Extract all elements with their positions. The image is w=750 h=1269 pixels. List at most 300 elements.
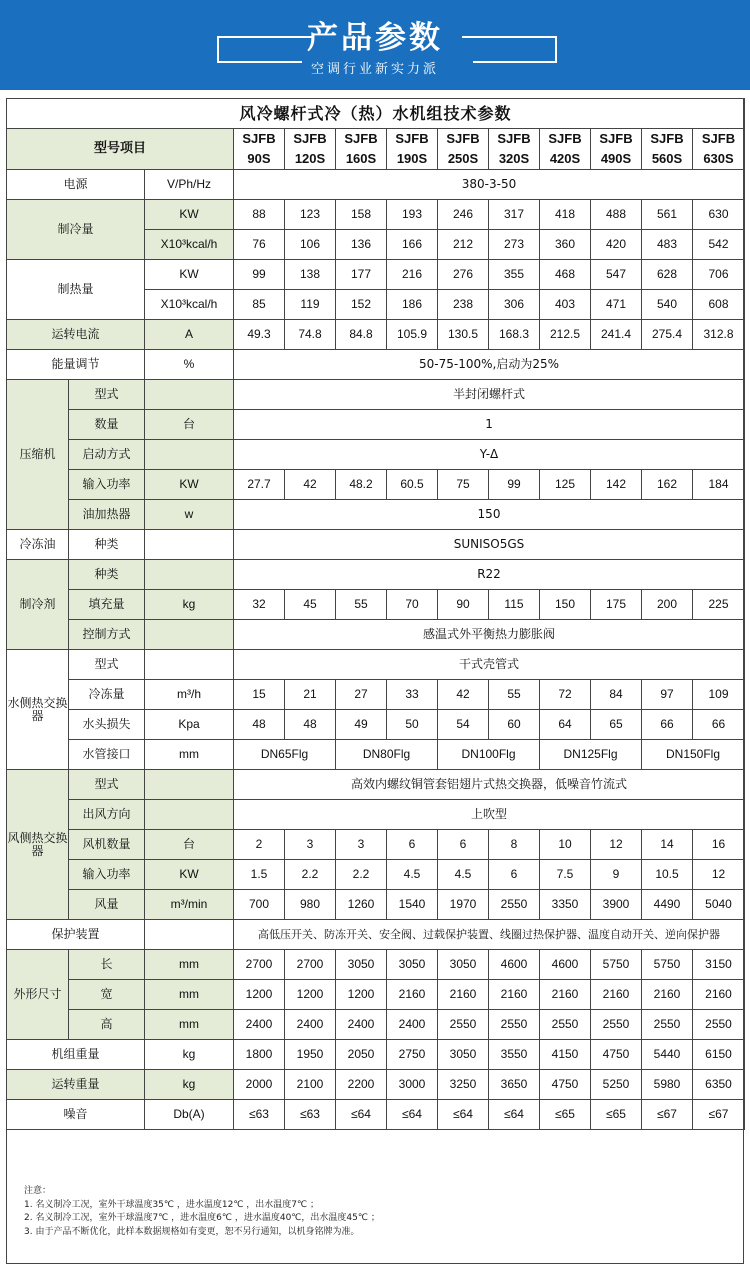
value-cell: 5040 — [693, 890, 745, 920]
model-header — [336, 129, 387, 170]
value-cell: 48 — [234, 710, 285, 740]
unit-cell: m³/h — [145, 680, 234, 710]
row-label: 数量 — [69, 410, 145, 440]
table-title: 风冷螺杆式冷（热）水机组技术参数 — [7, 99, 745, 129]
value-cell: 119 — [285, 290, 336, 320]
unit-cell: KW — [145, 470, 234, 500]
value-cell: 980 — [285, 890, 336, 920]
row-label: 运转电流 — [7, 320, 145, 350]
table-row — [7, 99, 745, 129]
model-size: 160S — [345, 151, 377, 166]
unit-cell — [145, 560, 234, 590]
value-cell: 125 — [540, 470, 591, 500]
table-row — [7, 129, 745, 170]
table-row — [7, 590, 745, 620]
unit-cell — [145, 620, 234, 650]
value-cell: 142 — [591, 470, 642, 500]
value-cell: 468 — [540, 260, 591, 290]
table-row — [7, 1040, 745, 1070]
value-cell: 273 — [489, 230, 540, 260]
model-size: 120S — [294, 151, 326, 166]
row-label: 能量调节 — [7, 350, 145, 380]
value-cell: 2550 — [591, 1010, 642, 1040]
value-cell: 高低压开关、防冻开关、安全阀、过载保护装置、线圈过热保护器、温度自动开关、逆向保护器 — [234, 920, 745, 950]
row-label: 输入功率 — [69, 860, 145, 890]
row-label: 输入功率 — [69, 470, 145, 500]
value-cell: 5750 — [642, 950, 693, 980]
value-cell: 21 — [285, 680, 336, 710]
value-cell: 312.8 — [693, 320, 745, 350]
page-title: 产品参数 — [307, 20, 443, 56]
row-label: 水管接口 — [69, 740, 145, 770]
row-label: 制冷量 — [7, 200, 145, 260]
table-row — [7, 890, 745, 920]
table-row — [7, 950, 745, 980]
table-row — [7, 1010, 745, 1040]
unit-cell: mm — [145, 740, 234, 770]
table-row — [7, 710, 745, 740]
value-cell: 3050 — [438, 1040, 489, 1070]
value-cell: 403 — [540, 290, 591, 320]
value-cell: 6150 — [693, 1040, 745, 1070]
value-cell: 115 — [489, 590, 540, 620]
value-cell: 1200 — [336, 980, 387, 1010]
row-label: 启动方式 — [69, 440, 145, 470]
value-cell: 317 — [489, 200, 540, 230]
unit-cell — [145, 920, 234, 950]
group-label: 水侧热交换器 — [7, 650, 69, 770]
value-cell: 1540 — [387, 890, 438, 920]
model-size: 320S — [498, 151, 530, 166]
row-label: 型式 — [69, 650, 145, 680]
value-cell: 106 — [285, 230, 336, 260]
model-series: SJFB — [344, 131, 378, 146]
row-label: 机组重量 — [7, 1040, 145, 1070]
table-row — [7, 320, 745, 350]
model-size: 250S — [447, 151, 479, 166]
table-row — [7, 170, 745, 200]
value-cell: 2160 — [642, 980, 693, 1010]
table-row — [7, 920, 745, 950]
value-cell: 360 — [540, 230, 591, 260]
unit-cell: 台 — [145, 830, 234, 860]
value-cell: 1800 — [234, 1040, 285, 1070]
table-row — [7, 770, 745, 800]
value-cell: 152 — [336, 290, 387, 320]
row-label: 种类 — [69, 530, 145, 560]
value-cell: 380-3-50 — [234, 170, 745, 200]
value-cell: ≤64 — [438, 1100, 489, 1130]
table-row — [7, 1070, 745, 1100]
value-cell: 276 — [438, 260, 489, 290]
table-row — [7, 530, 745, 560]
value-cell: SUNISO5GS — [234, 530, 745, 560]
value-cell: 1 — [234, 410, 745, 440]
value-cell: 高效内螺纹铜管套铝翅片式热交换器，低噪音竹流式 — [234, 770, 745, 800]
value-cell: ≤67 — [642, 1100, 693, 1130]
value-cell: 608 — [693, 290, 745, 320]
table-row — [7, 1100, 745, 1130]
value-cell: 55 — [336, 590, 387, 620]
value-cell: 2160 — [693, 980, 745, 1010]
value-cell: 84 — [591, 680, 642, 710]
value-cell: 700 — [234, 890, 285, 920]
value-cell: DN150Flg — [642, 740, 745, 770]
row-label: 高 — [69, 1010, 145, 1040]
value-cell: 90 — [438, 590, 489, 620]
value-cell: 5250 — [591, 1070, 642, 1100]
value-cell: 2550 — [693, 1010, 745, 1040]
value-cell: 4600 — [489, 950, 540, 980]
value-cell: 84.8 — [336, 320, 387, 350]
table-row — [7, 620, 745, 650]
table-row — [7, 350, 745, 380]
value-cell: 241.4 — [591, 320, 642, 350]
unit-cell: kg — [145, 1040, 234, 1070]
value-cell: 4.5 — [438, 860, 489, 890]
value-cell: 225 — [693, 590, 745, 620]
value-cell: 3 — [336, 830, 387, 860]
value-cell: 2.2 — [285, 860, 336, 890]
value-cell: 2100 — [285, 1070, 336, 1100]
value-cell: 60 — [489, 710, 540, 740]
value-cell: 3550 — [489, 1040, 540, 1070]
model-series: SJFB — [599, 131, 633, 146]
value-cell: ≤65 — [540, 1100, 591, 1130]
model-header — [387, 129, 438, 170]
value-cell: 2160 — [438, 980, 489, 1010]
note-item: 2. 名义制冷工况，室外干球温度7℃ ，进水温度6℃ ，进水温度40℃，出水温度45℃ ； — [24, 1213, 380, 1223]
value-cell: 70 — [387, 590, 438, 620]
value-cell: 4750 — [540, 1070, 591, 1100]
value-cell: 72 — [540, 680, 591, 710]
row-label: 保护装置 — [7, 920, 145, 950]
model-header — [540, 129, 591, 170]
value-cell: 212.5 — [540, 320, 591, 350]
value-cell: 3050 — [336, 950, 387, 980]
table-row — [7, 470, 745, 500]
value-cell: 10 — [540, 830, 591, 860]
value-cell: 33 — [387, 680, 438, 710]
table-row — [7, 260, 745, 290]
value-cell: 105.9 — [387, 320, 438, 350]
value-cell: 275.4 — [642, 320, 693, 350]
value-cell: 3 — [285, 830, 336, 860]
value-cell: 99 — [489, 470, 540, 500]
header-banner — [0, 0, 750, 90]
value-cell: 32 — [234, 590, 285, 620]
value-cell: 66 — [693, 710, 745, 740]
value-cell: 2.2 — [336, 860, 387, 890]
value-cell: 6 — [387, 830, 438, 860]
value-cell: 1260 — [336, 890, 387, 920]
value-cell: 64 — [540, 710, 591, 740]
value-cell: ≤64 — [336, 1100, 387, 1130]
unit-cell: KW — [145, 200, 234, 230]
value-cell: 15 — [234, 680, 285, 710]
row-label: 型式 — [69, 380, 145, 410]
notes — [24, 1185, 734, 1239]
value-cell: 158 — [336, 200, 387, 230]
value-cell: 2160 — [591, 980, 642, 1010]
table-row — [7, 860, 745, 890]
unit-cell — [145, 440, 234, 470]
table-row — [7, 410, 745, 440]
value-cell: DN100Flg — [438, 740, 540, 770]
row-label: 控制方式 — [69, 620, 145, 650]
value-cell: 74.8 — [285, 320, 336, 350]
note-item: 3. 由于产品不断优化，此样本数据规格如有变更，恕不另行通知，以机身铭牌为准。 — [24, 1226, 360, 1237]
value-cell: R22 — [234, 560, 745, 590]
unit-cell: Db(A) — [145, 1100, 234, 1130]
unit-cell: mm — [145, 980, 234, 1010]
value-cell: 4150 — [540, 1040, 591, 1070]
value-cell: 177 — [336, 260, 387, 290]
value-cell: 2700 — [234, 950, 285, 980]
value-cell: ≤65 — [591, 1100, 642, 1130]
group-label: 压缩机 — [7, 380, 69, 530]
value-cell: 355 — [489, 260, 540, 290]
model-size: 630S — [703, 151, 734, 166]
value-cell: 7.5 — [540, 860, 591, 890]
value-cell: 5750 — [591, 950, 642, 980]
unit-cell: % — [145, 350, 234, 380]
row-label: 电源 — [7, 170, 145, 200]
unit-cell — [145, 800, 234, 830]
group-label: 冷冻油 — [7, 530, 69, 560]
model-series: SJFB — [242, 131, 276, 146]
table-row — [7, 440, 745, 470]
row-label: 出风方向 — [69, 800, 145, 830]
value-cell: 99 — [234, 260, 285, 290]
value-cell: 8 — [489, 830, 540, 860]
table-row — [7, 830, 745, 860]
row-label: 油加热器 — [69, 500, 145, 530]
value-cell: 561 — [642, 200, 693, 230]
value-cell: 9 — [591, 860, 642, 890]
value-cell: 130.5 — [438, 320, 489, 350]
value-cell: 4490 — [642, 890, 693, 920]
model-header — [693, 129, 745, 170]
value-cell: 97 — [642, 680, 693, 710]
note-item: 1. 名义制冷工况，室外干球温度35℃ ，进水温度12℃ ，出水温度7℃ ； — [24, 1199, 319, 1210]
value-cell: 2400 — [336, 1010, 387, 1040]
value-cell: 2550 — [540, 1010, 591, 1040]
notes-title: 注意： — [24, 1186, 52, 1196]
value-cell: 3050 — [438, 950, 489, 980]
value-cell: 2550 — [489, 1010, 540, 1040]
value-cell: 27.7 — [234, 470, 285, 500]
value-cell: 630 — [693, 200, 745, 230]
table-row — [7, 200, 745, 230]
value-cell: 50 — [387, 710, 438, 740]
spec-table — [6, 98, 745, 1130]
value-cell: 14 — [642, 830, 693, 860]
unit-cell: kg — [145, 1070, 234, 1100]
model-series: SJFB — [395, 131, 429, 146]
table-row — [7, 980, 745, 1010]
value-cell: 2400 — [285, 1010, 336, 1040]
value-cell: 10.5 — [642, 860, 693, 890]
value-cell: 2700 — [285, 950, 336, 980]
model-series: SJFB — [293, 131, 327, 146]
value-cell: 6350 — [693, 1070, 745, 1100]
value-cell: 2400 — [234, 1010, 285, 1040]
value-cell: 162 — [642, 470, 693, 500]
group-label: 制冷剂 — [7, 560, 69, 650]
value-cell: 88 — [234, 200, 285, 230]
model-size: 490S — [600, 151, 632, 166]
value-cell: 186 — [387, 290, 438, 320]
value-cell: 471 — [591, 290, 642, 320]
value-cell: ≤64 — [489, 1100, 540, 1130]
value-cell: 4750 — [591, 1040, 642, 1070]
model-header — [642, 129, 693, 170]
unit-cell: V/Ph/Hz — [145, 170, 234, 200]
table-row — [7, 800, 745, 830]
value-cell: 193 — [387, 200, 438, 230]
value-cell: 1200 — [285, 980, 336, 1010]
value-cell: 483 — [642, 230, 693, 260]
value-cell: ≤67 — [693, 1100, 745, 1130]
unit-cell: mm — [145, 950, 234, 980]
value-cell: 16 — [693, 830, 745, 860]
value-cell: DN80Flg — [336, 740, 438, 770]
model-header — [438, 129, 489, 170]
value-cell: 212 — [438, 230, 489, 260]
value-cell: 1950 — [285, 1040, 336, 1070]
value-cell: 6 — [438, 830, 489, 860]
value-cell: 48 — [285, 710, 336, 740]
value-cell: 2550 — [642, 1010, 693, 1040]
value-cell: 488 — [591, 200, 642, 230]
table-row — [7, 560, 745, 590]
row-label: 风机数量 — [69, 830, 145, 860]
value-cell: 2550 — [489, 890, 540, 920]
page-subtitle: 空调行业新实力派 — [310, 62, 439, 77]
value-cell: 2400 — [387, 1010, 438, 1040]
unit-cell: KW — [145, 860, 234, 890]
value-cell: 85 — [234, 290, 285, 320]
model-size: 90S — [247, 151, 271, 166]
value-cell: 55 — [489, 680, 540, 710]
value-cell: 123 — [285, 200, 336, 230]
model-header — [591, 129, 642, 170]
value-cell: 5980 — [642, 1070, 693, 1100]
table-row — [7, 380, 745, 410]
model-header — [285, 129, 336, 170]
value-cell: 306 — [489, 290, 540, 320]
value-cell: 3050 — [387, 950, 438, 980]
value-cell: 2160 — [489, 980, 540, 1010]
unit-cell: Kpa — [145, 710, 234, 740]
value-cell: 感温式外平衡热力膨胀阀 — [234, 620, 745, 650]
value-cell: 60.5 — [387, 470, 438, 500]
row-label: 填充量 — [69, 590, 145, 620]
value-cell: 上吹型 — [234, 800, 745, 830]
unit-cell: X10³kcal/h — [145, 230, 234, 260]
model-header — [489, 129, 540, 170]
model-series: SJFB — [548, 131, 582, 146]
value-cell: DN125Flg — [540, 740, 642, 770]
group-label: 外形尺寸 — [7, 950, 69, 1040]
unit-cell: 台 — [145, 410, 234, 440]
unit-cell: w — [145, 500, 234, 530]
value-cell: 2550 — [438, 1010, 489, 1040]
unit-cell — [145, 380, 234, 410]
value-cell: 干式壳管式 — [234, 650, 745, 680]
value-cell: 168.3 — [489, 320, 540, 350]
unit-cell: KW — [145, 260, 234, 290]
value-cell: 3000 — [387, 1070, 438, 1100]
value-cell: 2160 — [540, 980, 591, 1010]
model-header — [234, 129, 285, 170]
value-cell: 3650 — [489, 1070, 540, 1100]
unit-cell — [145, 770, 234, 800]
value-cell: Y-Δ — [234, 440, 745, 470]
unit-cell: kg — [145, 590, 234, 620]
value-cell: 49 — [336, 710, 387, 740]
value-cell: 76 — [234, 230, 285, 260]
model-size: 420S — [549, 151, 581, 166]
row-label: 运转重量 — [7, 1070, 145, 1100]
unit-cell — [145, 650, 234, 680]
model-series: SJFB — [701, 131, 736, 146]
value-cell: DN65Flg — [234, 740, 336, 770]
value-cell: 540 — [642, 290, 693, 320]
value-cell: 706 — [693, 260, 745, 290]
value-cell: 166 — [387, 230, 438, 260]
value-cell: 2 — [234, 830, 285, 860]
value-cell: 628 — [642, 260, 693, 290]
value-cell: 半封闭螺杆式 — [234, 380, 745, 410]
model-series: SJFB — [497, 131, 531, 146]
value-cell: 1200 — [234, 980, 285, 1010]
value-cell: 238 — [438, 290, 489, 320]
row-label: 制热量 — [7, 260, 145, 320]
value-cell: 66 — [642, 710, 693, 740]
value-cell: 65 — [591, 710, 642, 740]
value-cell: 1970 — [438, 890, 489, 920]
value-cell: 420 — [591, 230, 642, 260]
value-cell: 2750 — [387, 1040, 438, 1070]
row-label: 型式 — [69, 770, 145, 800]
model-size: 560S — [651, 151, 683, 166]
value-cell: 4.5 — [387, 860, 438, 890]
unit-cell: A — [145, 320, 234, 350]
value-cell: 42 — [285, 470, 336, 500]
value-cell: 3250 — [438, 1070, 489, 1100]
value-cell: 175 — [591, 590, 642, 620]
value-cell: 184 — [693, 470, 745, 500]
row-label: 长 — [69, 950, 145, 980]
value-cell: 2160 — [387, 980, 438, 1010]
group-label: 风侧热交换器 — [7, 770, 69, 920]
value-cell: 1.5 — [234, 860, 285, 890]
value-cell: 246 — [438, 200, 489, 230]
model-header-label: 型号项目 — [7, 129, 234, 170]
unit-cell: mm — [145, 1010, 234, 1040]
value-cell: 2050 — [336, 1040, 387, 1070]
model-series: SJFB — [650, 131, 684, 146]
value-cell: 2200 — [336, 1070, 387, 1100]
value-cell: 48.2 — [336, 470, 387, 500]
value-cell: 418 — [540, 200, 591, 230]
value-cell: 75 — [438, 470, 489, 500]
value-cell: ≤63 — [234, 1100, 285, 1130]
unit-cell: m³/min — [145, 890, 234, 920]
value-cell: ≤63 — [285, 1100, 336, 1130]
